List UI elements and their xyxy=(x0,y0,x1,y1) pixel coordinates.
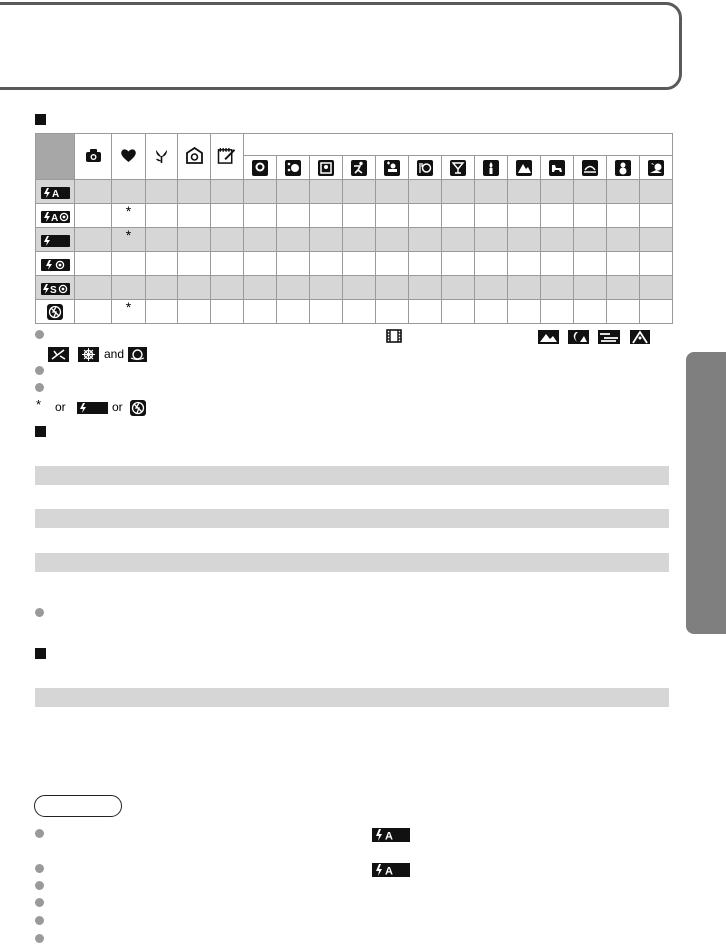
flash-auto-red-eye-icon xyxy=(41,211,70,223)
scenery-icon xyxy=(516,160,532,176)
flash-off-icon xyxy=(47,304,63,320)
flash-auto-letter: A xyxy=(385,865,393,877)
table-row xyxy=(36,276,673,300)
snow-icon xyxy=(615,160,631,176)
bullet xyxy=(35,934,44,943)
table-row xyxy=(36,204,673,228)
scene-baby xyxy=(376,156,409,180)
sunset-icon xyxy=(582,160,598,176)
bullet xyxy=(35,330,44,339)
scene-candle-light xyxy=(475,156,508,180)
fireworks-icon xyxy=(48,347,69,362)
clipboard-icon xyxy=(217,147,237,164)
pet-icon xyxy=(549,160,565,176)
party-icon xyxy=(450,160,466,176)
scene-scenery xyxy=(508,156,541,180)
table-row xyxy=(36,300,673,324)
macro-icon xyxy=(153,147,170,164)
slow-sync-red-eye-icon xyxy=(41,283,70,295)
flash-auto-letter: A xyxy=(50,212,58,223)
table-row xyxy=(36,252,673,276)
self-portrait-icon xyxy=(318,160,334,176)
flash-auto-icon xyxy=(372,863,410,877)
bullet xyxy=(35,881,44,890)
scene-mode-header xyxy=(244,134,673,156)
scenery-icon xyxy=(538,330,559,344)
bullet xyxy=(35,829,44,838)
flash-forced-on-icon xyxy=(77,402,108,414)
section-marker-flash-range xyxy=(35,426,46,437)
bullet xyxy=(35,916,44,925)
camera-icon xyxy=(85,147,102,164)
mode-intelligent-auto xyxy=(178,134,211,180)
flash-availability-table xyxy=(35,133,673,324)
scene-self-portrait xyxy=(310,156,343,180)
table-row xyxy=(36,180,673,204)
table-row xyxy=(35,688,669,707)
starry-sky-icon xyxy=(630,330,650,344)
flash-off-icon xyxy=(130,400,146,416)
baby-icon xyxy=(384,160,400,176)
table-row xyxy=(35,509,669,528)
bullet xyxy=(35,608,44,617)
row-label xyxy=(36,204,75,228)
flash-auto-icon xyxy=(372,828,410,842)
underwater-icon xyxy=(128,347,147,362)
scene-soft-skin xyxy=(277,156,310,180)
footnote-word: or xyxy=(112,400,123,414)
footnote-word: and xyxy=(104,347,125,361)
bullet xyxy=(35,898,44,907)
scene-food xyxy=(409,156,442,180)
mode-camera xyxy=(75,134,112,180)
night-portrait-icon xyxy=(648,160,664,176)
bullet xyxy=(35,366,44,375)
soft-skin-icon xyxy=(285,160,301,176)
scene-portrait xyxy=(244,156,277,180)
mode-heart xyxy=(112,134,146,180)
row-label xyxy=(36,252,75,276)
flash-auto-letter: A xyxy=(385,830,393,842)
night-scenery-icon xyxy=(568,330,589,344)
row-label xyxy=(36,300,75,324)
table-row xyxy=(36,228,673,252)
high-sensitivity-icon xyxy=(78,347,99,362)
mode-clipboard xyxy=(211,134,244,180)
table-row xyxy=(35,466,669,485)
scene-sunset xyxy=(574,156,607,180)
sports-icon xyxy=(351,160,367,176)
candle-light-icon xyxy=(483,160,499,176)
row-label xyxy=(36,180,75,204)
scene-party xyxy=(442,156,475,180)
beach-icon xyxy=(598,330,620,344)
flash-auto-letter: A xyxy=(51,188,59,199)
star-cell: * xyxy=(112,228,146,252)
mode-macro xyxy=(146,134,178,180)
food-icon xyxy=(417,160,433,176)
star-cell: * xyxy=(112,204,146,228)
portrait-icon xyxy=(252,160,268,176)
row-label xyxy=(36,228,75,252)
flash-forced-red-eye-icon xyxy=(41,259,70,271)
bullet xyxy=(35,864,44,873)
table-corner xyxy=(36,134,75,180)
flash-auto-icon xyxy=(41,187,70,199)
scene-sports xyxy=(343,156,376,180)
heart-icon xyxy=(120,147,137,164)
footnote-word: or xyxy=(55,400,66,414)
section-marker-shutter-speed xyxy=(35,648,46,659)
intelligent-auto-icon xyxy=(186,147,203,164)
note-label xyxy=(34,795,122,817)
section-marker-flash-settings xyxy=(35,114,46,125)
side-tab xyxy=(686,352,726,634)
flash-slow-letter: S xyxy=(49,284,57,295)
scene-night-portrait xyxy=(640,156,673,180)
scene-snow xyxy=(607,156,640,180)
bullet xyxy=(35,383,44,392)
flash-forced-on-icon xyxy=(41,235,70,247)
row-label xyxy=(36,276,75,300)
star-cell: * xyxy=(112,300,146,324)
table-row xyxy=(35,553,669,572)
footnote-star: * xyxy=(36,397,42,412)
scene-pet xyxy=(541,156,574,180)
motion-picture-icon xyxy=(386,329,402,343)
header-frame xyxy=(0,2,682,90)
